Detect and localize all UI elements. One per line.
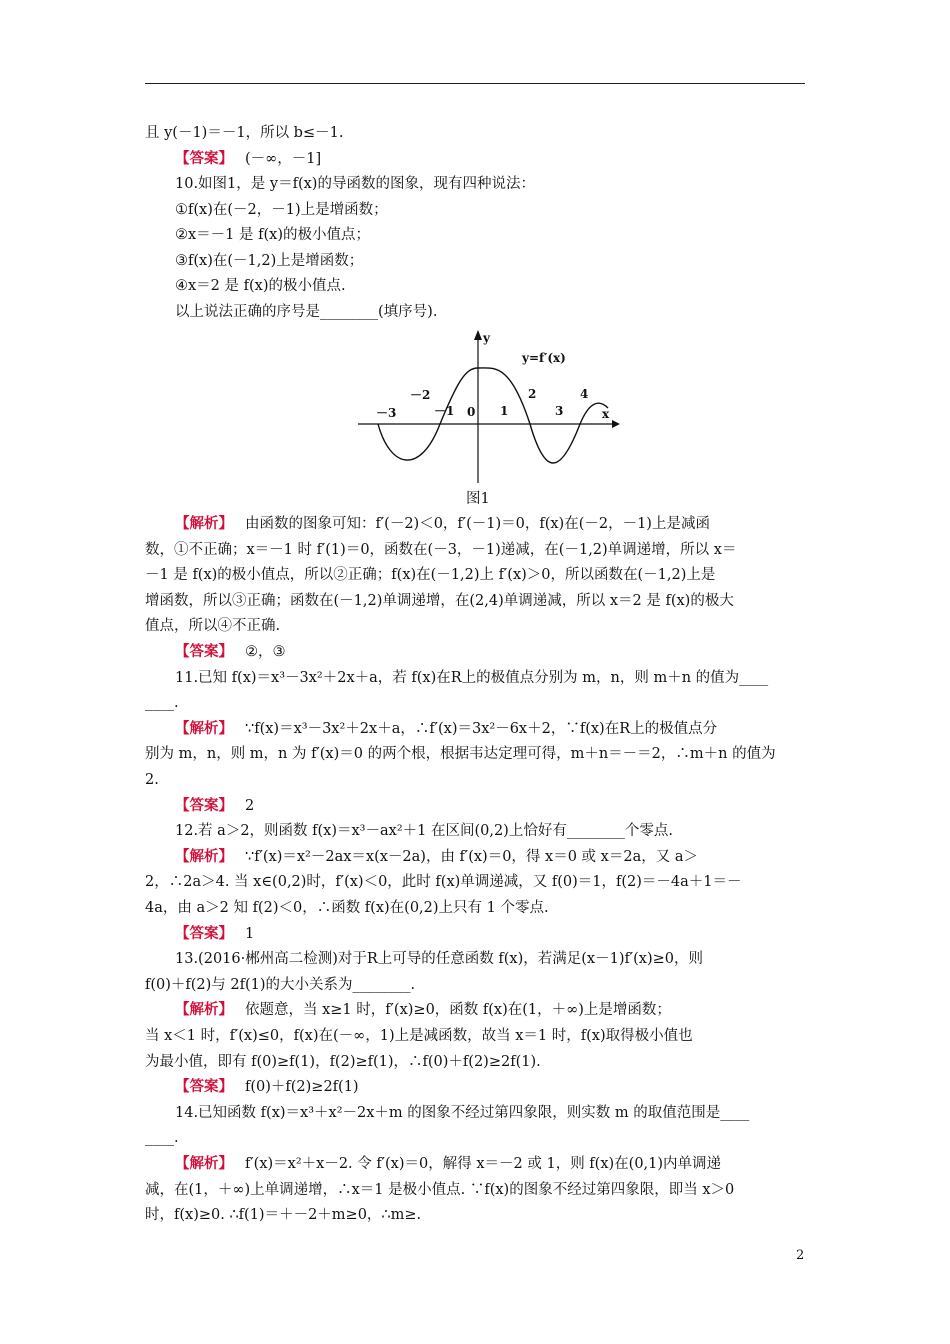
line-text: 当 x＜1 时，f′(x)≤0，f(x)在(－∞，1)上是减函数，故当 x＝1 时，f(x)取得极小值也 bbox=[145, 1028, 693, 1044]
section-tag: 【答案】 bbox=[175, 924, 233, 942]
line-text: 1 bbox=[245, 925, 255, 942]
text-line bbox=[175, 669, 810, 687]
text-line bbox=[145, 1206, 810, 1224]
derivative-curve bbox=[378, 368, 608, 463]
line-text: 2. bbox=[145, 772, 159, 788]
line-text: ③f(x)在(－1,2)上是增函数； bbox=[175, 252, 364, 269]
line-text: f(0)＋f(2)≥2f(1) bbox=[245, 1079, 359, 1096]
text-line bbox=[175, 822, 810, 840]
line-text: f′(x)＝x²＋x－2. 令 f′(x)＝0，解得 x＝－2 或 1，则 f(x)在(0,1)内单调递 bbox=[245, 1156, 722, 1172]
tick-label: 3 bbox=[555, 404, 564, 418]
text-line bbox=[175, 1078, 810, 1096]
header-rule bbox=[145, 83, 805, 84]
tick-label: －3 bbox=[376, 406, 397, 420]
text-line bbox=[175, 252, 810, 270]
line-text: ∵f′(x)＝x²－2ax＝x(x－2a)，由 f′(x)＝0，得 x＝0 或 x＝2a，又 a＞ bbox=[245, 848, 698, 865]
text-line bbox=[145, 1129, 810, 1147]
tick-label: 0 bbox=[467, 405, 476, 419]
line-text: ____. bbox=[145, 695, 179, 712]
text-line bbox=[175, 515, 810, 533]
line-text: ②x＝－1 是 f(x)的极小值点； bbox=[175, 227, 370, 243]
line-text: 时，f(x)≥0. ∴f(1)＝＋－2＋m≥0，∴m≥. bbox=[145, 1207, 422, 1224]
text-line bbox=[145, 541, 810, 559]
text-line bbox=[175, 643, 810, 661]
text-line bbox=[175, 1155, 810, 1173]
section-tag: 【解析】 bbox=[175, 1155, 233, 1172]
text-line bbox=[145, 566, 810, 584]
text-line bbox=[145, 124, 810, 142]
page-number: 2 bbox=[796, 1248, 805, 1263]
tick-label: －2 bbox=[410, 388, 431, 402]
y-axis-arrow bbox=[474, 330, 482, 340]
line-text: ∵f(x)＝x³－3x²＋2x＋a，∴f′(x)＝3x²－6x＋2，∵f(x)在R上的极值点分 bbox=[245, 720, 718, 737]
text-line bbox=[145, 899, 810, 917]
line-text: 增函数，所以③正确；函数在(－1,2)单调递增，在(2,4)单调递减，所以 x＝2 是 f(x)的极大 bbox=[145, 592, 734, 609]
derivative-graph-figure bbox=[350, 328, 620, 488]
line-text: 13.(2016·郴州高二检测)对于R上可导的任意函数 f(x)，若满足(x－1)f′(x)≥0，则 bbox=[175, 951, 704, 968]
tick-label: 4 bbox=[580, 387, 589, 401]
line-text: ①f(x)在(－2，－1)上是增函数； bbox=[175, 201, 388, 218]
figure-caption: 图1 bbox=[466, 491, 490, 507]
section-tag: 【答案】 bbox=[175, 149, 233, 167]
text-line bbox=[145, 976, 810, 994]
line-text: 为最小值，即有 f(0)≥f(1)，f(2)≥f(1)，∴f(0)＋f(2)≥2f(1). bbox=[145, 1053, 541, 1070]
line-text: 值点，所以④不正确. bbox=[145, 618, 281, 635]
x-axis-label: x bbox=[602, 407, 610, 421]
line-text: 2，∴2a＞4. 当 x∈(0,2)时，f′(x)＜0，此时 f(x)单调递减，又 f(0)＝1，f(2)＝－4a＋1＝－ bbox=[145, 874, 742, 891]
text-line bbox=[175, 720, 810, 738]
line-text: 2 bbox=[245, 797, 255, 814]
text-line bbox=[175, 201, 810, 219]
text-line bbox=[145, 694, 810, 712]
text-line bbox=[175, 925, 810, 943]
x-axis-arrow bbox=[612, 420, 620, 428]
line-text: 依题意，当 x≥1 时，f′(x)≥0，函数 f(x)在(1，＋∞)上是增函数； bbox=[245, 1002, 671, 1019]
text-line bbox=[175, 797, 810, 815]
text-line bbox=[175, 226, 810, 244]
text-line bbox=[145, 745, 810, 763]
line-text: 14.已知函数 f(x)＝x³＋x²－2x＋m 的图象不经过第四象限，则实数 m 的取值范围是____ bbox=[175, 1104, 750, 1121]
text-line bbox=[175, 848, 810, 866]
text-line bbox=[175, 1104, 810, 1122]
section-tag: 【解析】 bbox=[175, 847, 233, 865]
text-line bbox=[175, 277, 810, 295]
line-text: ____. bbox=[145, 1130, 179, 1147]
text-line bbox=[145, 1053, 810, 1071]
line-text: 由函数的图象可知：f′(－2)＜0，f′(－1)＝0，f(x)在(－2，－1)上是减函 bbox=[245, 516, 710, 532]
curve-label: y=f′(x) bbox=[522, 351, 566, 365]
text-line bbox=[175, 1001, 810, 1019]
y-axis-label: y bbox=[483, 331, 490, 345]
text-line bbox=[175, 950, 810, 968]
text-line bbox=[175, 175, 810, 193]
line-text: 11.已知 f(x)＝x³－3x²＋2x＋a，若 f(x)在R上的极值点分别为 m，n，则 m＋n 的值为____ bbox=[175, 669, 769, 686]
section-tag: 【解析】 bbox=[175, 515, 233, 532]
line-text: (－∞，－1] bbox=[245, 150, 322, 167]
section-tag: 【答案】 bbox=[175, 1078, 233, 1096]
line-text: 别为 m，n，则 m，n 为 f′(x)＝0 的两个根，根据韦达定理可得，m＋n＝－＝2，∴m＋n 的值为 bbox=[145, 746, 776, 763]
text-line bbox=[145, 1027, 810, 1045]
line-text: 4a，由 a＞2 知 f(2)＜0，∴函数 f(x)在(0,2)上只有 1 个零点. bbox=[145, 900, 549, 916]
section-tag: 【答案】 bbox=[175, 796, 233, 814]
section-tag: 【答案】 bbox=[175, 643, 233, 660]
tick-label: －1 bbox=[434, 404, 455, 418]
line-text: －1 是 f(x)的极小值点，所以②正确；f(x)在(－1,2)上 f′(x)＞0，所以函数在(－1,2)上是 bbox=[145, 567, 716, 584]
line-text: 且 y(－1)＝－1，所以 b≤－1. bbox=[145, 125, 344, 141]
text-line bbox=[175, 150, 810, 168]
line-text: 数，①不正确；x＝－1 时 f′(1)＝0，函数在(－3，－1)递减，在(－1,2)单调递增，所以 x＝ bbox=[145, 541, 737, 558]
text-line bbox=[145, 1181, 810, 1199]
text-line bbox=[175, 303, 810, 321]
line-text: ②，③ bbox=[245, 644, 286, 660]
line-text: 12.若 a＞2，则函数 f(x)＝x³－ax²＋1 在区间(0,2)上恰好有________个零点. bbox=[175, 823, 673, 840]
text-line bbox=[145, 873, 810, 891]
text-line bbox=[145, 592, 810, 610]
text-line bbox=[145, 771, 810, 789]
section-tag: 【解析】 bbox=[175, 1001, 233, 1019]
line-text: f(0)＋f(2)与 2f(1)的大小关系为________. bbox=[145, 976, 416, 993]
line-text: 10.如图1，是 y＝f(x)的导函数的图象，现有四种说法： bbox=[175, 176, 535, 192]
tick-label: 2 bbox=[528, 387, 537, 401]
text-line bbox=[145, 617, 810, 635]
section-tag: 【解析】 bbox=[175, 719, 233, 737]
line-text: 以上说法正确的序号是________(填序号). bbox=[175, 303, 438, 320]
line-text: ④x＝2 是 f(x)的极小值点. bbox=[175, 278, 346, 294]
line-text: 减，在(1，＋∞)上单调递增，∴x＝1 是极小值点. ∵f(x)的图象不经过第四象限，即当 x＞0 bbox=[145, 1181, 735, 1198]
tick-label: 1 bbox=[500, 404, 509, 418]
